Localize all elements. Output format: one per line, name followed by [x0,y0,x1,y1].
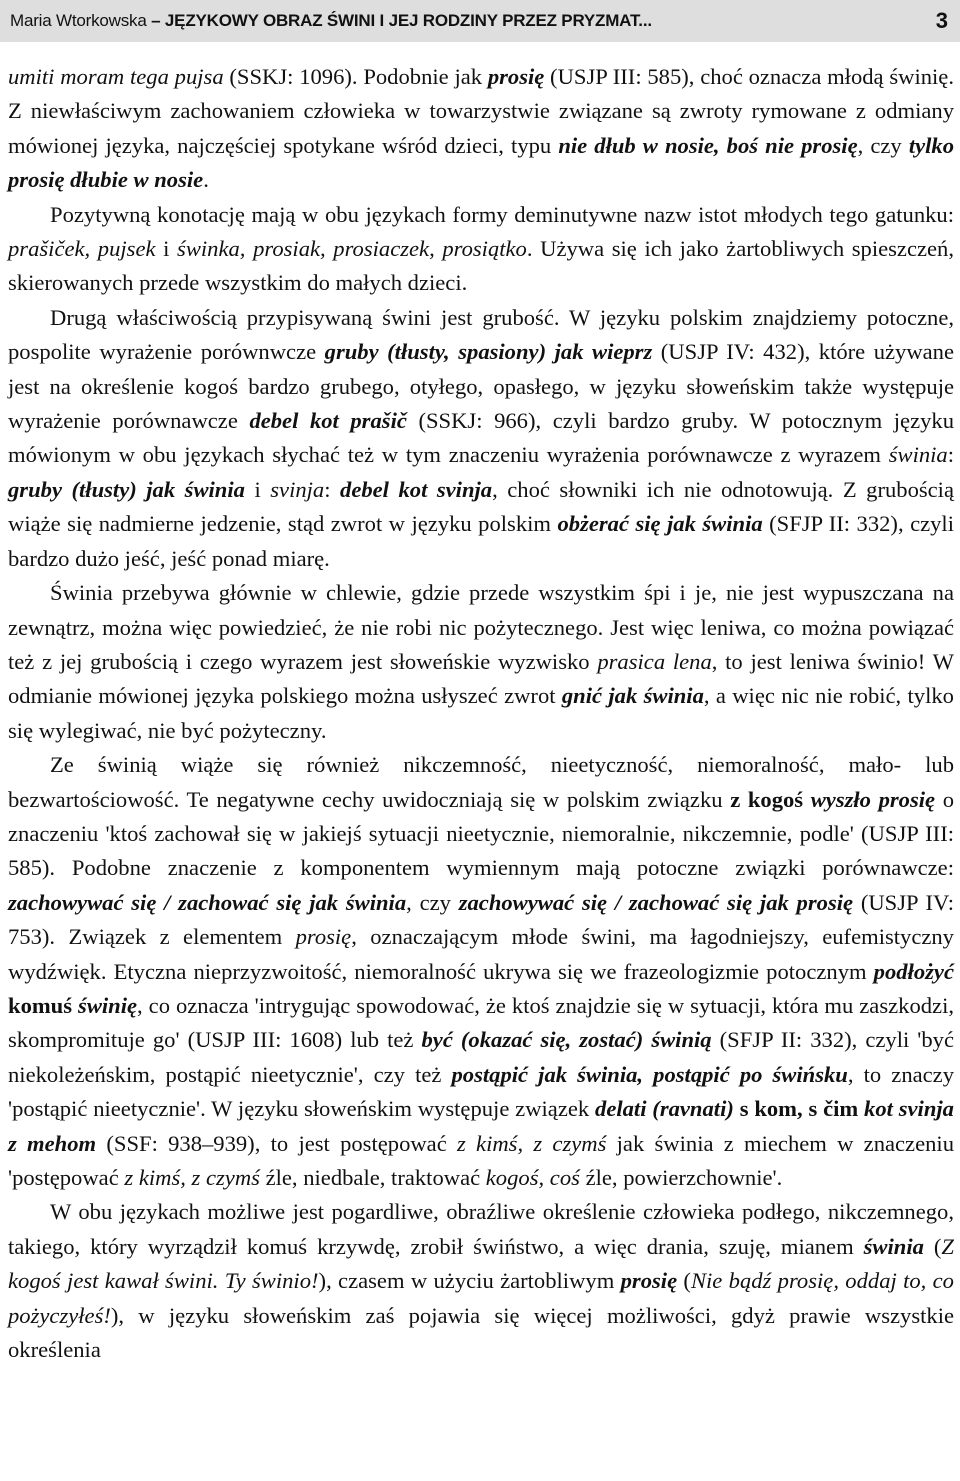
text-run [803,787,811,812]
bold-phrase: świnia [863,1233,924,1259]
text-run: : [947,442,954,468]
text-run: Drugą właściwością przypisywaną świni jest grubość. W języku polskim znajdziemy potoczne, pospolite wyrażenie porównwcze [8,304,954,365]
text-run: (USJP IV: 432), które używane jest na określenie kogoś bardzo grubego, otyłego, opasłego, w języku słoweńskim także występuje wyrażenie porównawcze [8,339,955,434]
paragraph [8,60,954,198]
text-run: Ze świnią wiąże się również nikczemność, nieetyczność, niemoralność, mało- lub bezwartościowość. Te negatywne cechy uwidoczniają się w polskim związku [8,752,954,812]
text-run: o znaczeniu 'ktoś zachował się w jakiejś sytuacji nieetycznie, niemoralnie, nikczemnie, podle' (USJP III: 585). Podobne znaczenie z komponentem wymiennym mają potoczne związki porównawcze: [8,786,955,881]
running-header [0,0,960,42]
text-run: (USJP III: 585), choć oznacza młodą świnię. Z niewłaściwym zachowaniem człowieka w towarzystwie związane są zwroty rymowane z odmiany mówionej języka, najczęściej spotykane wśród dzieci, typu [8,64,954,158]
text-run: ), w języku słoweńskim zaś pojawia się więcej możliwości, gdyż prawie wszystkie określenia [8,1302,954,1363]
text-run: i [244,476,271,502]
text-run: (SSKJ: 966), czyli bardzo gruby. W potocznym języku mówionym w obu językach słychać też w tym znaczeniu wyrażenia porównawcze z wyrazem [8,408,954,468]
italic-example: kogoś, coś [485,1165,580,1190]
text-run: . Używa się ich jako żartobliwych spieszczeń, skierowanych przede wszystkim do małych dzieci. [8,236,954,296]
bold-phrase: tylko prosię dłubie w nosie [8,132,954,193]
italic-example: umiti moram tega pujsa [8,64,224,89]
text-run: W obu językach możliwe jest pogardliwe, obraźliwe określenie człowieka podłego, nikczemnego, takiego, który wyrządził komuś krzywdę, zrobił świństwo, a więc drania, szuję, mianem [8,1199,954,1259]
italic-example: prašiček, pujsek [8,236,156,262]
text-run: jak świnia z miechem w znaczeniu 'postępować [8,1130,954,1190]
italic-example: z kimś, z czymś [124,1165,260,1190]
text-run: , czy [857,132,909,158]
text-run: , oznaczającym młode świni, ma łagodniejszy, eufemistyczny wydźwięk. Etyczna nieprzyzwoitość, niemoralność ukrywa się we frazeologizmie potocznym [8,924,954,984]
bold-phrase: nie dłub w nosie, boś nie prosię [558,132,858,158]
bold-phrase: komuś [8,992,73,1018]
text-run: , czy [406,889,459,915]
italic-example: z kimś, z czymś [457,1130,607,1156]
text-run: źle, niedbale, traktować [259,1165,486,1190]
italic-example: Z kogoś jest kawał świni. Ty świnio! [8,1233,954,1294]
header-chapter-title: JĘZYKOWY OBRAZ ŚWINI I JEJ RODZINY PRZEZ PRYZMAT... [164,11,652,30]
text-run: ( [677,1268,691,1294]
bold-phrase: kot svinja z mehom [8,1096,954,1156]
header-separator: – [146,11,165,30]
header-author: Maria Wtorkowska [10,11,147,30]
text-run: (SSKJ: 1096). Podobnie jak [223,64,488,89]
bold-phrase: delati (ravnati) [595,1096,734,1122]
text-run: Pozytywną konotację mają w obu językach formy deminutywne nazw istot młodych tego gatunku: [50,201,954,227]
bold-phrase: debel kot prašič [249,408,407,434]
text-run: , co oznacza 'intrygując spowodować, że ktoś znajdzie się w sytuacji, która mu zaszkodzi, skompromituje go' (USJP III: 1608) lub też [8,992,954,1053]
italic-example: świnka, prosiak, prosiaczek, prosiątko [177,236,527,262]
bold-phrase: gnić jak świnia [561,683,704,709]
paragraph [8,1195,954,1367]
text-run: (SFJP II: 332), czyli 'być niekoleżeńskim, postąpić nieetycznie', czy też [8,1027,955,1087]
text-run: ( [923,1233,942,1259]
bold-phrase: postąpić jak świnia, postąpić po świńsku [451,1061,848,1087]
bold-phrase: obżerać się jak świnia [557,511,763,537]
italic-example: świnia [888,442,948,468]
text-run: ), czasem w użyciu żartobliwym [318,1268,621,1294]
italic-example: prosię [295,924,352,950]
text-run: (SSF: 938–939), to jest postępować [96,1130,457,1156]
page-number: 3 [935,8,948,33]
bold-phrase: gruby (tłusty, spasiony) jak wieprz [324,339,653,365]
bold-phrase: wyszło prosię [810,786,936,812]
text-run: (SFJP II: 332), czyli bardzo dużo jeść, jeść ponad miarę. [8,511,954,571]
bold-phrase: świnię [78,992,138,1018]
text-run: : [324,476,341,502]
bold-phrase: prosię [487,64,545,89]
text-run: Świnia przebywa głównie w chlewie, gdzie przede wszystkim śpi i je, nie jest wypuszczana na zewnątrz, można więc powiedzieć, że nie robi nic pożytecznego. Jest więc leniwa, co można powiązać też z jej grubością i czego wyrazem jest słoweńskie wyzwisko [8,580,954,674]
paragraph [8,301,954,576]
header-title [10,11,652,31]
text-run: , to jest leniwa świnio! W odmianie mówionej języka polskiego można usłyszeć zwrot [8,648,954,709]
italic-example: svinja [270,476,325,502]
bold-phrase: z kogoś [730,786,804,812]
text-run: , choć słowniki ich nie odnotowują. Z grubością wiąże się nadmierne jedzenie, stąd zwrot w języku polskim [8,476,954,537]
bold-phrase: zachowywać się / zachować się jak prosię [458,889,854,915]
bold-phrase: gruby (tłusty) jak świnia [8,476,245,502]
bold-phrase: s kom, s čim [739,1096,859,1122]
italic-example: Nie bądź prosię, oddaj to, co pożyczyłeś! [8,1268,954,1328]
text-run: źle, powierzchownie'. [579,1165,783,1190]
paragraph [8,748,954,1195]
italic-example: prasica lena [597,648,712,674]
text-run: , to znaczy 'postąpić nieetycznie'. W języku słoweńskim występuje związek [8,1061,954,1122]
text-run: , a więc nic nie robić, tylko się wylegiwać, nie być pożyteczny. [8,683,954,743]
text-run: . [203,167,209,193]
text-run: i [155,236,178,262]
bold-phrase: prosię [620,1268,678,1294]
paragraph [8,198,954,301]
paragraph [8,576,954,748]
body-text [8,60,954,1367]
bold-phrase: być (okazać się, zostać) świnią [421,1027,712,1053]
bold-phrase: debel kot svinja [340,476,493,502]
bold-phrase: podłożyć [873,958,954,984]
text-run: (USJP IV: 753). Związek z elementem [8,889,954,950]
bold-phrase: zachowywać się / zachować się jak świnia [8,889,407,915]
